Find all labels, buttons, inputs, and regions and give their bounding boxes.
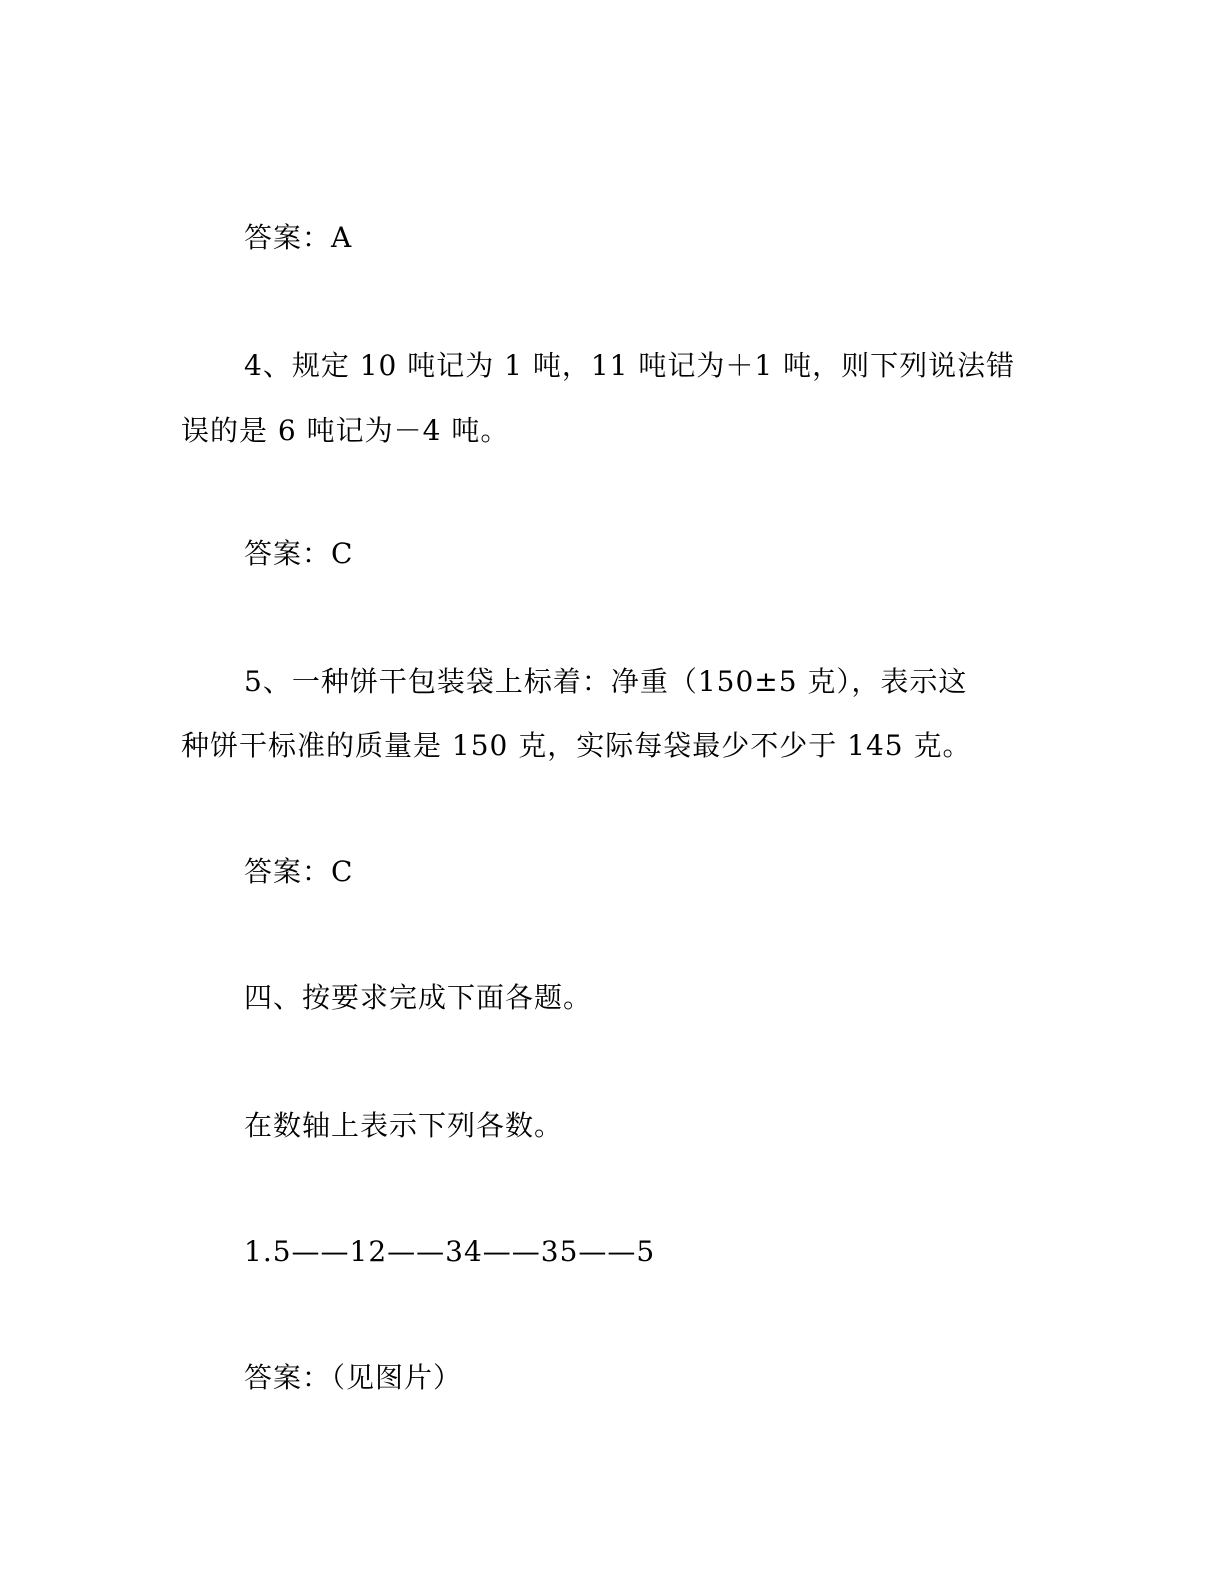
answer-line-q3: 答案：A <box>244 221 353 254</box>
question-5-line-1: 5、一种饼干包装袋上标着：净重（150±5 克），表示这 <box>244 665 968 698</box>
number-line-instruction: 在数轴上表示下列各数。 <box>244 1109 564 1142</box>
answer-line-section-4: 答案：（见图片） <box>244 1361 463 1394</box>
number-list: 1.5——12——34——35——5 <box>244 1235 656 1268</box>
section-heading-4: 四、按要求完成下面各题。 <box>244 981 593 1014</box>
question-4-line-1: 4、规定 10 吨记为 1 吨，11 吨记为＋1 吨，则下列说法错 <box>244 349 1016 382</box>
answer-line-q4: 答案：C <box>244 537 354 570</box>
question-4-line-2: 误的是 6 吨记为－4 吨。 <box>181 414 510 447</box>
question-5-line-2: 种饼干标准的质量是 150 克，实际每袋最少不少于 145 克。 <box>181 729 972 762</box>
answer-line-q5: 答案：C <box>244 855 354 888</box>
